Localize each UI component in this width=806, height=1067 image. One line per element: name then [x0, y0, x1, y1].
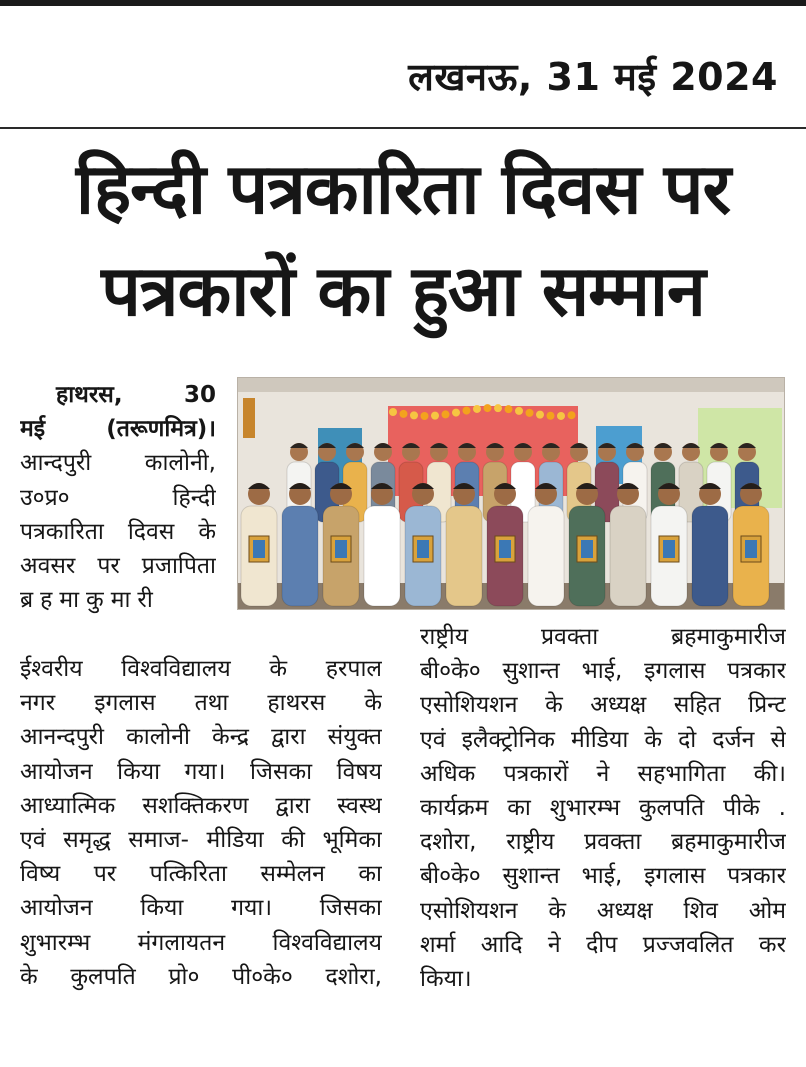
article-line: के कुलपति प्रो० पी०के० दशोरा, — [20, 963, 382, 990]
group-photo-icon — [238, 378, 784, 609]
top-border-rule — [0, 0, 806, 6]
article-line: मई (तरूणमित्र)। — [20, 416, 216, 443]
article-column-right — [420, 620, 786, 996]
headline — [22, 138, 784, 342]
headline-line-2: पत्रकारों का हुआ सम्मान — [101, 250, 705, 332]
group-photo — [237, 377, 785, 610]
article-line: आयोजन किया गया। जिसका विषय — [20, 758, 382, 785]
article-line: विष्य पर पत्किरिता सम्मेलन का — [20, 861, 382, 888]
article-line: उ०प्र० हिन्दी — [20, 484, 216, 511]
article-line: आयोजन किया गया। जिसका — [20, 895, 382, 922]
article-line: पत्रकारिता दिवस के — [20, 518, 216, 545]
article-line: राष्ट्रीय प्रवक्ता ब्रहमाकुमारीज — [420, 624, 786, 650]
article-line: आन्दपुरी कालोनी, — [20, 450, 216, 477]
article-line: दशोरा, राष्ट्रीय प्रवक्ता ब्रहमाकुमारीज — [420, 829, 786, 856]
article-line: ईश्वरीय विश्वविद्यालय के हरपाल — [20, 656, 382, 682]
article-line: किया। — [420, 965, 472, 992]
dateline: लखनऊ, 31 मई 2024 — [408, 55, 778, 99]
article-line: कार्यक्रम का शुभारम्भ कुलपति पीके . — [420, 794, 786, 821]
article-line: ब्रहमाकुमारी — [20, 587, 160, 614]
article-column-intro — [20, 378, 216, 617]
article-line: बी०के० सुशान्त भाई, इगलास पत्रकार — [420, 658, 786, 685]
article-line: शुभारम्भ मंगलायतन विश्वविद्यालय — [20, 929, 382, 956]
article-line: एवं समृद्ध समाज- मीडिया की भूमिका — [20, 826, 382, 853]
article-line: शर्मा आदि ने दीप प्रज्जवलित कर — [420, 931, 786, 958]
article-line: अधिक पत्रकारों ने सहभागिता की। — [420, 760, 786, 787]
headline-line-1: हिन्दी पत्रकारिता दिवस पर — [75, 148, 731, 230]
article-line: बी०के० सुशान्त भाई, इगलास पत्रकार — [420, 863, 786, 890]
article-line: आनन्दपुरी कालोनी केन्द्र द्वारा संयुक्त — [20, 724, 382, 751]
header-divider — [0, 127, 806, 129]
article-line: आध्यात्मिक सशक्तिकरण द्वारा स्वस्थ — [20, 792, 382, 819]
article-line: एवं इलैक्ट्रोनिक मीडिया के दो दर्जन से — [420, 726, 786, 753]
article-line: हाथरस, 30 — [56, 382, 216, 408]
article-line: एसोशियशन के अध्यक्ष शिव ओम — [420, 897, 786, 924]
article-line: नगर इगलास तथा हाथरस के — [20, 690, 382, 717]
article-line: एसोशियशन के अध्यक्ष सहित प्रिन्ट — [420, 692, 786, 719]
article-line: अवसर पर प्रजापिता — [20, 552, 216, 579]
article-column-left — [20, 652, 382, 994]
